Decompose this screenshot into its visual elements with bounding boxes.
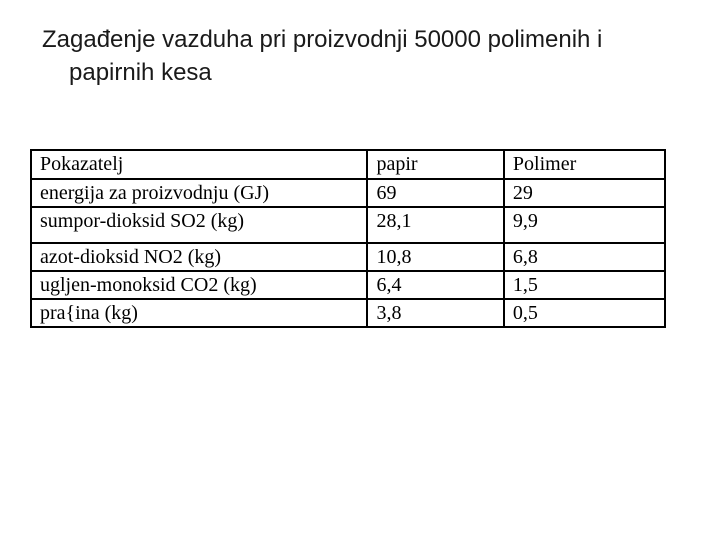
- table-row: [31, 207, 665, 243]
- polymer-value: 9,9: [504, 207, 665, 243]
- row-label: energija za proizvodnju (GJ): [31, 179, 367, 207]
- row-label: pra{ina (kg): [31, 299, 367, 327]
- header-paper: papir: [367, 150, 503, 179]
- polymer-value: 29: [504, 179, 665, 207]
- paper-value: 28,1: [367, 207, 503, 243]
- polymer-value: 1,5: [504, 271, 665, 299]
- row-label: ugljen-monoksid CO2 (kg): [31, 271, 367, 299]
- polymer-value: 0,5: [504, 299, 665, 327]
- paper-value: 3,8: [367, 299, 503, 327]
- table-row: [31, 243, 665, 271]
- header-indicator: Pokazatelj: [31, 150, 367, 179]
- slide-title-line-1: Zagađenje vazduha pri proizvodnji 50000 polimenih i: [42, 26, 603, 53]
- slide-title-line-2: papirnih kesa: [69, 59, 212, 86]
- row-label: sumpor-dioksid SO2 (kg): [31, 207, 367, 243]
- header-polymer: Polimer: [504, 150, 665, 179]
- table-row: [31, 271, 665, 299]
- table-row: [31, 299, 665, 327]
- table-row: [31, 179, 665, 207]
- paper-value: 6,4: [367, 271, 503, 299]
- row-label: azot-dioksid NO2 (kg): [31, 243, 367, 271]
- polymer-value: 6,8: [504, 243, 665, 271]
- table-header-row: [31, 150, 665, 179]
- paper-value: 10,8: [367, 243, 503, 271]
- paper-value: 69: [367, 179, 503, 207]
- slide-title: [42, 23, 712, 89]
- pollution-table: [30, 149, 666, 328]
